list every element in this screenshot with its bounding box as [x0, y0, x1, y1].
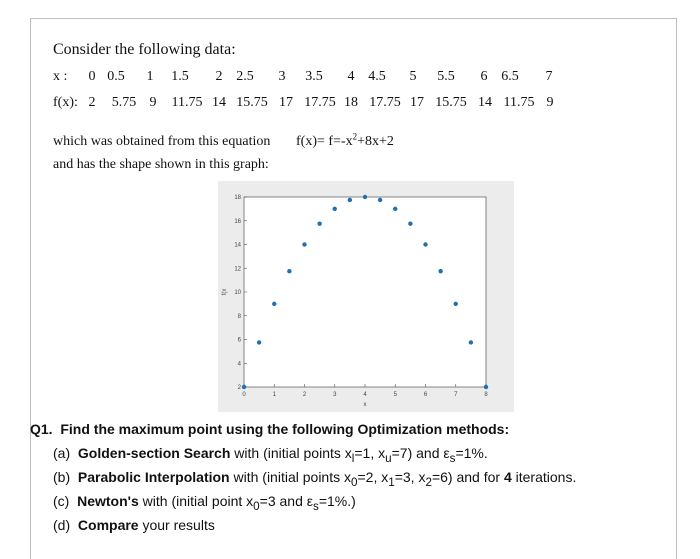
equation-intro: which was obtained from this equation	[53, 134, 271, 149]
y-tick-label: 16	[234, 218, 241, 225]
x-tick-label: 7	[454, 392, 458, 398]
x-tick-label: 4	[363, 392, 367, 398]
data-point	[333, 207, 337, 211]
heading: Consider the following data:	[53, 41, 236, 58]
equation	[296, 131, 394, 150]
x-tick-label: 3	[333, 392, 337, 398]
y-tick-label: 10	[234, 290, 241, 296]
fx-value: 9	[149, 95, 157, 110]
data-point	[393, 207, 397, 211]
x-value: 0	[88, 69, 96, 84]
item-method: Parabolic Interpolation	[77, 469, 230, 485]
question-text: Find the maximum point using the following Optimization methods:	[60, 421, 510, 437]
fx-value: 15.75	[435, 95, 467, 110]
chart-container	[218, 181, 514, 412]
x-value: 2.5	[236, 69, 254, 84]
x-value: 5.5	[437, 69, 455, 84]
x-value: 5	[409, 69, 417, 84]
data-point	[469, 340, 473, 344]
question-item-c	[53, 493, 356, 513]
x-tick-label: 6	[423, 392, 428, 398]
item-method: Golden-section Search	[77, 445, 231, 461]
question-item-d	[53, 517, 215, 533]
fx-value: 18	[344, 95, 358, 110]
x-value: 1.5	[171, 69, 189, 84]
fx-value: 17.75	[369, 95, 401, 110]
data-point	[257, 340, 261, 344]
x-value: 6.5	[501, 69, 519, 84]
item-method: Newton's	[77, 493, 139, 509]
shape-intro: and has the shape shown in this graph:	[53, 157, 269, 172]
x-axis-label: x	[363, 402, 367, 408]
fx-row-label: f(x):	[53, 95, 78, 110]
x-tick-label: 2	[302, 392, 307, 398]
data-point	[438, 269, 442, 273]
scatter-chart	[218, 181, 514, 412]
item-detail: =3 and ε	[259, 493, 313, 509]
data-point	[378, 198, 382, 202]
item-letter: (a)	[53, 445, 71, 461]
item-detail: =3, x	[394, 469, 426, 485]
question-item-a	[53, 445, 488, 465]
question-heading	[30, 421, 509, 437]
item-detail: with (initial point x	[142, 493, 254, 509]
y-tick-label: 18	[234, 195, 241, 201]
x-value: 7	[545, 69, 553, 84]
subscript: s	[313, 499, 319, 513]
item-detail: =6) and for	[431, 469, 501, 485]
subscript: s	[449, 451, 456, 465]
item-detail: =1, x	[354, 445, 386, 461]
x-tick-label: 0	[242, 392, 246, 398]
subscript: 0	[253, 499, 260, 513]
item-detail: =1%.	[455, 445, 488, 461]
data-point	[408, 222, 412, 226]
item-letter: (c)	[53, 493, 70, 509]
equation-rhs: +8x+2	[357, 134, 394, 149]
fx-value: 17	[410, 95, 424, 110]
data-point	[272, 302, 276, 306]
x-value: 6	[480, 69, 488, 84]
data-point	[363, 195, 367, 199]
x-value: 2	[215, 69, 223, 84]
data-point	[242, 385, 246, 389]
item-detail: with (initial points x	[233, 469, 351, 485]
item-detail: =7) and ε	[391, 445, 450, 461]
subscript: 1	[388, 475, 395, 489]
x-value: 0.5	[107, 69, 125, 84]
x-tick-label: 5	[393, 392, 397, 398]
y-tick-label: 4	[237, 361, 241, 368]
iteration-count: 4	[503, 469, 512, 485]
data-point	[302, 242, 306, 246]
equation-exponent: 2	[352, 131, 358, 142]
y-tick-label: 14	[234, 242, 241, 249]
subscript: 0	[351, 475, 358, 489]
item-detail: =2, x	[357, 469, 389, 485]
item-letter: (b)	[53, 469, 71, 485]
fx-value: 11.75	[171, 95, 203, 110]
x-row-label: x :	[53, 69, 68, 84]
data-point	[454, 302, 458, 306]
item-letter: (d)	[53, 517, 71, 533]
y-tick-label: 8	[237, 313, 241, 320]
item-detail: iterations.	[515, 469, 577, 485]
fx-value: 11.75	[503, 95, 535, 110]
fx-value: 9	[546, 95, 554, 110]
question-item-b	[53, 469, 577, 489]
equation-lhs: f(x)= f=-x	[296, 134, 353, 149]
y-tick-label: 6	[237, 337, 241, 344]
item-detail: with (initial points x	[234, 445, 352, 461]
y-tick-label: 12	[234, 266, 241, 273]
data-point	[348, 198, 352, 202]
fx-value: 17	[279, 95, 293, 110]
x-value: 3.5	[305, 69, 323, 84]
y-axis-label: f(x	[222, 288, 228, 296]
x-value: 1	[146, 69, 154, 84]
subscript: u	[385, 451, 392, 465]
fx-value: 17.75	[304, 95, 336, 110]
y-tick-label: 2	[237, 385, 241, 391]
data-point	[287, 269, 291, 273]
question-label: Q1.	[30, 421, 53, 437]
fx-value: 14	[478, 95, 492, 110]
x-value: 4.5	[368, 69, 386, 84]
x-value: 3	[278, 69, 286, 84]
plot-area	[244, 197, 486, 387]
item-detail: =1%.)	[318, 493, 356, 509]
item-detail: your results	[142, 517, 215, 533]
data-point	[423, 242, 427, 246]
x-tick-label: 1	[272, 392, 276, 398]
fx-value: 2	[88, 95, 96, 110]
fx-value: 5.75	[111, 95, 137, 110]
x-tick-label: 8	[484, 392, 488, 398]
subscript: 2	[425, 475, 432, 489]
data-point	[317, 222, 321, 226]
fx-value: 14	[212, 95, 226, 110]
x-value: 4	[347, 69, 355, 84]
data-point	[484, 385, 488, 389]
item-method: Compare	[77, 517, 139, 533]
subscript: l	[351, 451, 355, 465]
fx-value: 15.75	[236, 95, 268, 110]
